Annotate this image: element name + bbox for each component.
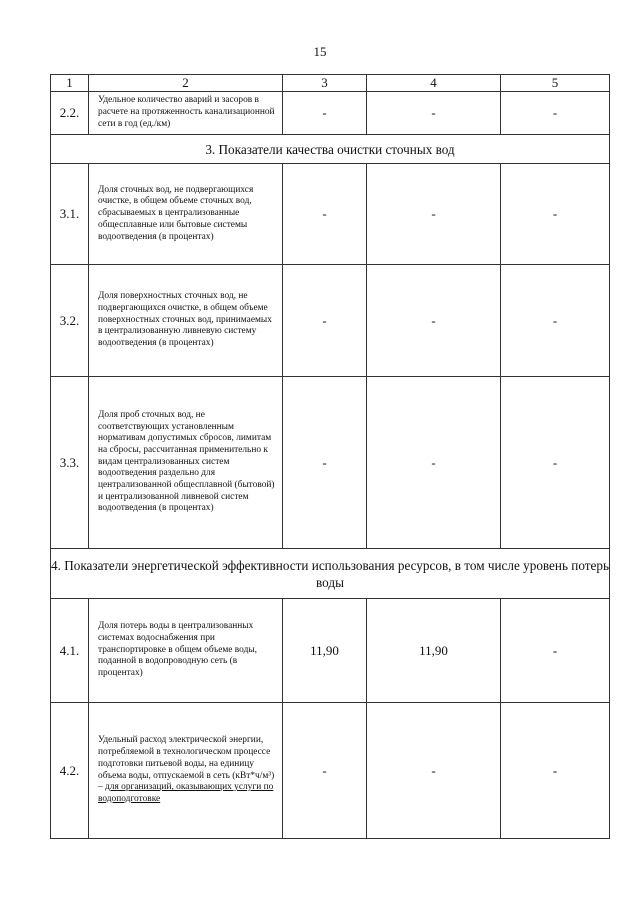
section-title: 4. Показатели энергетической эффективности использования ресурсов, в том числе уровень потерь воды [51,549,610,599]
row-value-col5: - [501,92,610,135]
column-header: 2 [89,75,283,92]
row-value-col4: 11,90 [367,599,501,703]
row-description-text: Удельный расход электрической энергии, потребляемой в технологическом процессе подготовки питьевой воды, на единицу объема воды, отпускаемой в сеть (кВт*ч/м³) – [98,735,275,793]
row-value-col5: - [501,377,610,549]
table-row [51,599,610,703]
page-number: 15 [313,44,327,59]
row-value-col5: - [501,164,610,265]
section-header [51,135,610,164]
column-header: 4 [367,75,501,92]
row-value-col3: 11,90 [283,599,367,703]
row-number: 4.1. [51,599,89,703]
row-value-col4: - [367,265,501,377]
row-value-col3: - [283,265,367,377]
row-number: 3.1. [51,164,89,265]
row-description: Доля сточных вод, не подвергающихся очистке, в общем объеме сточных вод, сбрасываемых в централизованные общесплавные или бытовые системы водоотведения (в процентах) [89,164,283,265]
row-value-col5: - [501,265,610,377]
section-title: 3. Показатели качества очистки сточных вод [51,135,610,164]
table-row [51,164,610,265]
header-row [51,75,610,92]
row-number: 3.3. [51,377,89,549]
table-row [51,377,610,549]
row-description: Доля потерь воды в централизованных системах водоснабжения при транспортировке в общем объеме воды, поданной в водопроводную сеть (в процентах) [89,599,283,703]
column-header: 3 [283,75,367,92]
row-value-col3: - [283,703,367,839]
indicators-table [50,74,610,839]
row-description: Удельное количество аварий и засоров в расчете на протяженность канализационной сети в год (ед./км) [89,92,283,135]
column-header: 1 [51,75,89,92]
column-header: 5 [501,75,610,92]
row-value-col5: - [501,703,610,839]
row-description: Доля проб сточных вод, не соответствующих установленным нормативам допустимых сбросов, лимитам на сбросы, рассчитанная применительно к видам централизованных систем водоотведения раздельно для централизованной общесплавной (бытовой) и централизованной ливневой систем водоотведения (в процентах) [89,377,283,549]
row-value-col3: - [283,377,367,549]
row-number: 2.2. [51,92,89,135]
row-value-col3: - [283,92,367,135]
table-row [51,703,610,839]
row-value-col4: - [367,377,501,549]
row-value-col3: - [283,164,367,265]
row-number: 3.2. [51,265,89,377]
row-value-col4: - [367,164,501,265]
row-value-col5: - [501,599,610,703]
section-header [51,549,610,599]
table-row [51,92,610,135]
row-value-col4: - [367,703,501,839]
row-description [89,703,283,839]
row-number: 4.2. [51,703,89,839]
row-value-col4: - [367,92,501,135]
row-description: Доля поверхностных сточных вод, не подвергающихся очистке, в общем объеме поверхностных сточных вод, принимаемых в централизованную ливневую систему водоотведения (в процентах) [89,265,283,377]
table-row [51,265,610,377]
row-description-underlined: для организаций, оказывающих услуги по водоподготовке [98,782,274,804]
